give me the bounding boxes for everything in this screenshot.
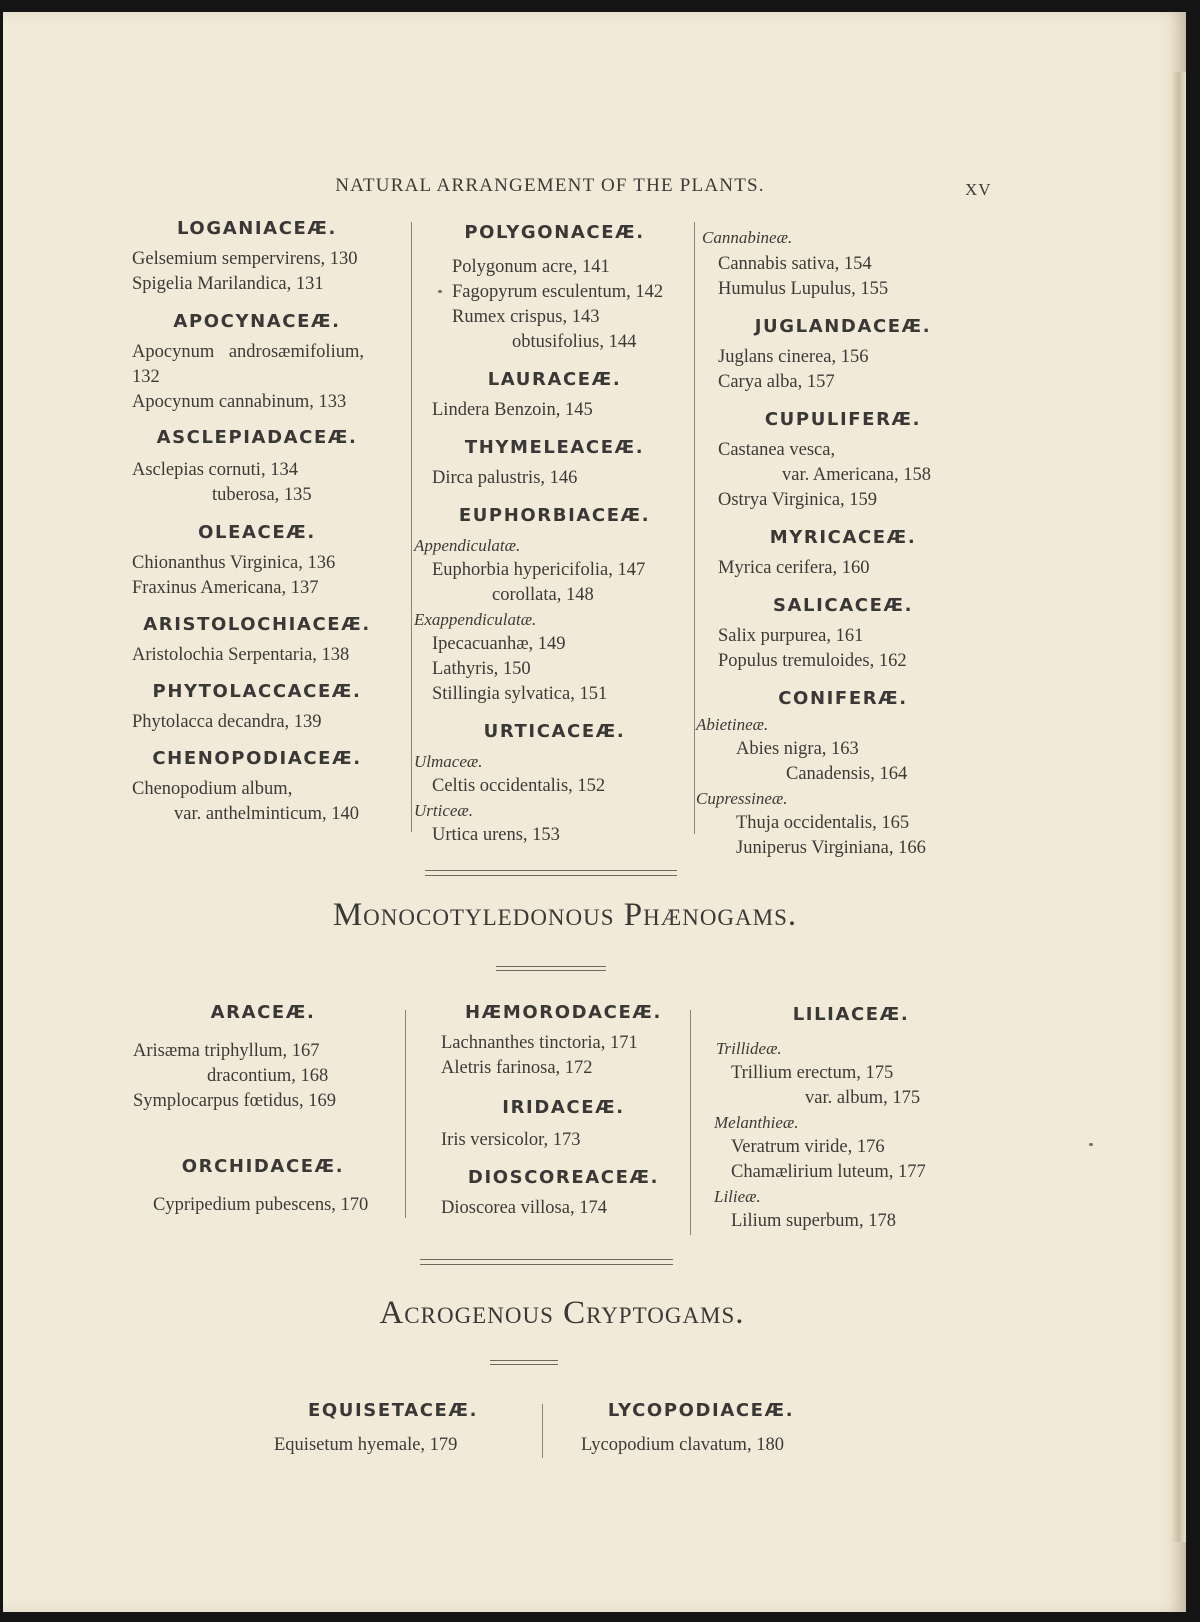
species-entry: Apocynum androsæmifolium,: [132, 342, 364, 362]
species-entry: Fagopyrum esculentum, 142: [452, 282, 664, 302]
family-heading: DIOSCOREACEÆ.: [467, 1167, 660, 1188]
species-entry: Stillingia sylvatica, 151: [432, 684, 608, 704]
species-entry: Phytolacca decandra, 139: [132, 712, 322, 732]
species-entry: Cypripedium pubescens, 170: [153, 1195, 369, 1215]
subfamily-label: Urticeæ.: [414, 801, 474, 820]
subfamily-label: Melanthieæ.: [714, 1113, 799, 1132]
species-entry: Abies nigra, 163: [736, 739, 859, 759]
species-entry: Lindera Benzoin, 145: [432, 400, 593, 420]
double-rule: [425, 870, 677, 876]
column-divider: [694, 222, 695, 834]
species-entry: Juglans cinerea, 156: [718, 347, 869, 367]
species-entry: Chamælirium luteum, 177: [731, 1162, 926, 1182]
species-entry: Lachnanthes tinctoria, 171: [441, 1033, 638, 1053]
subfamily-label: Exappendiculatæ.: [414, 610, 537, 629]
dicot-column-2: [414, 222, 677, 848]
species-entry: Chenopodium album,: [132, 779, 293, 799]
species-entry: Lycopodium clavatum, 180: [581, 1435, 784, 1455]
dicot-column-3: [696, 226, 968, 861]
species-entry: Fraxinus Americana, 137: [132, 578, 319, 598]
species-entry: Trillium erectum, 175: [731, 1063, 894, 1083]
subfamily-label: Ulmaceæ.: [414, 752, 483, 771]
subfamily-label: Appendiculatæ.: [414, 536, 521, 555]
dicot-column-1: [132, 218, 382, 827]
monocot-column-3: [714, 1004, 971, 1234]
species-entry: Aristolochia Serpentaria, 138: [132, 645, 350, 665]
acrogen-column-1: [268, 1400, 528, 1458]
column-divider: [405, 1010, 406, 1218]
species-entry: var. Americana, 158: [782, 465, 931, 485]
family-heading: LILIACEÆ.: [792, 1004, 910, 1025]
species-entry: obtusifolius, 144: [512, 332, 637, 352]
family-heading: ARISTOLOCHIACEÆ.: [143, 614, 371, 635]
family-heading: LOGANIACEÆ.: [176, 218, 337, 239]
family-heading: EUPHORBIACEÆ.: [458, 505, 651, 526]
double-rule: [490, 1360, 558, 1365]
species-entry: Symplocarpus fœtidus, 169: [133, 1091, 336, 1111]
running-head: NATURAL ARRANGEMENT OF THE PLANTS.: [335, 175, 765, 196]
species-entry: dracontium, 168: [207, 1066, 329, 1086]
species-entry: Chionanthus Virginica, 136: [132, 553, 336, 573]
species-entry: Lilium superbum, 178: [731, 1211, 896, 1231]
species-entry: Apocynum cannabinum, 133: [132, 392, 347, 412]
subfamily-label: Trillideæ.: [716, 1039, 782, 1058]
double-rule: [496, 966, 606, 971]
species-entry: Veratrum viride, 176: [731, 1137, 885, 1157]
species-entry: Gelsemium sempervirens, 130: [132, 249, 358, 269]
species-entry: var. anthelminticum, 140: [174, 804, 359, 824]
monocot-column-2: [441, 1002, 686, 1221]
species-entry: Juniperus Virginiana, 166: [736, 838, 926, 858]
species-entry: Aletris farinosa, 172: [441, 1058, 593, 1078]
species-entry: Lathyris, 150: [432, 659, 531, 679]
column-divider: [690, 1010, 691, 1235]
family-heading: PHYTOLACCACEÆ.: [152, 681, 362, 702]
ink-speck: [438, 290, 442, 293]
family-heading: THYMELEACEÆ.: [464, 437, 645, 458]
species-entry: var. album, 175: [805, 1088, 921, 1108]
column-divider: [542, 1404, 543, 1458]
double-rule: [420, 1259, 673, 1265]
species-entry: Euphorbia hypericifolia, 147: [432, 560, 646, 580]
species-entry: 132: [132, 367, 160, 387]
family-heading: URTICACEÆ.: [483, 721, 626, 742]
species-entry: corollata, 148: [492, 585, 594, 605]
family-heading: APOCYNACEÆ.: [173, 311, 341, 332]
species-entry: Castanea vesca,: [718, 440, 836, 460]
family-heading: CONIFERÆ.: [778, 688, 908, 709]
species-entry: Asclepias cornuti, 134: [132, 460, 298, 480]
family-heading: ASCLEPIADACEÆ.: [156, 427, 358, 448]
family-heading: IRIDACEÆ.: [502, 1097, 625, 1118]
species-entry: Populus tremuloides, 162: [718, 651, 907, 671]
species-entry: tuberosa, 135: [212, 485, 312, 505]
acrogen-column-2: [581, 1400, 821, 1458]
species-entry: Dioscorea villosa, 174: [441, 1198, 607, 1218]
species-entry: Arisæma triphyllum, 167: [133, 1041, 320, 1061]
family-heading: JUGLANDACEÆ.: [754, 316, 932, 337]
species-entry: Humulus Lupulus, 155: [718, 279, 889, 299]
species-entry: Dirca palustris, 146: [432, 468, 578, 488]
column-divider: [411, 222, 412, 832]
species-entry: Spigelia Marilandica, 131: [132, 274, 324, 294]
subfamily-label: Lilieæ.: [714, 1187, 761, 1206]
section-title: Acrogenous Cryptogams.: [379, 1295, 745, 1331]
species-entry: Canadensis, 164: [786, 764, 908, 784]
species-entry: Myrica cerifera, 160: [718, 558, 870, 578]
species-entry: Carya alba, 157: [718, 372, 835, 392]
species-entry: Cannabis sativa, 154: [718, 254, 872, 274]
species-entry: Ostrya Virginica, 159: [718, 490, 878, 510]
page-number: XV: [965, 180, 992, 199]
family-heading: SALICACEÆ.: [772, 595, 914, 616]
family-heading: HÆMORODACEÆ.: [465, 1002, 662, 1023]
species-entry: Rumex crispus, 143: [452, 307, 600, 327]
family-heading: POLYGONACEÆ.: [464, 222, 645, 243]
subfamily-label: Cupressineæ.: [696, 789, 788, 808]
family-heading: OLEACEÆ.: [198, 522, 316, 543]
family-heading: CUPULIFERÆ.: [764, 409, 922, 430]
ink-speck: [1089, 1143, 1093, 1146]
species-entry: Equisetum hyemale, 179: [274, 1435, 458, 1455]
species-entry: Salix purpurea, 161: [718, 626, 864, 646]
monocot-column-1: [133, 1002, 393, 1218]
species-entry: Thuja occidentalis, 165: [736, 813, 910, 833]
family-heading: ORCHIDACEÆ.: [181, 1156, 345, 1177]
section-title: Monocotyledonous Phænogams.: [332, 897, 798, 933]
family-heading: MYRICACEÆ.: [769, 527, 917, 548]
subfamily-label: Cannabineæ.: [702, 228, 793, 247]
species-entry: Urtica urens, 153: [432, 825, 560, 845]
species-entry: Polygonum acre, 141: [452, 257, 610, 277]
species-entry: Iris versicolor, 173: [441, 1130, 581, 1150]
species-entry: Celtis occidentalis, 152: [432, 776, 606, 796]
family-heading: ARACEÆ.: [210, 1002, 316, 1023]
species-entry: Ipecacuanhæ, 149: [432, 634, 566, 654]
family-heading: EQUISETACEÆ.: [307, 1400, 479, 1421]
family-heading: CHENOPODIACEÆ.: [152, 748, 362, 769]
family-heading: LAURACEÆ.: [487, 369, 622, 390]
family-heading: LYCOPODIACEÆ.: [607, 1400, 795, 1421]
subfamily-label: Abietineæ.: [696, 715, 769, 734]
